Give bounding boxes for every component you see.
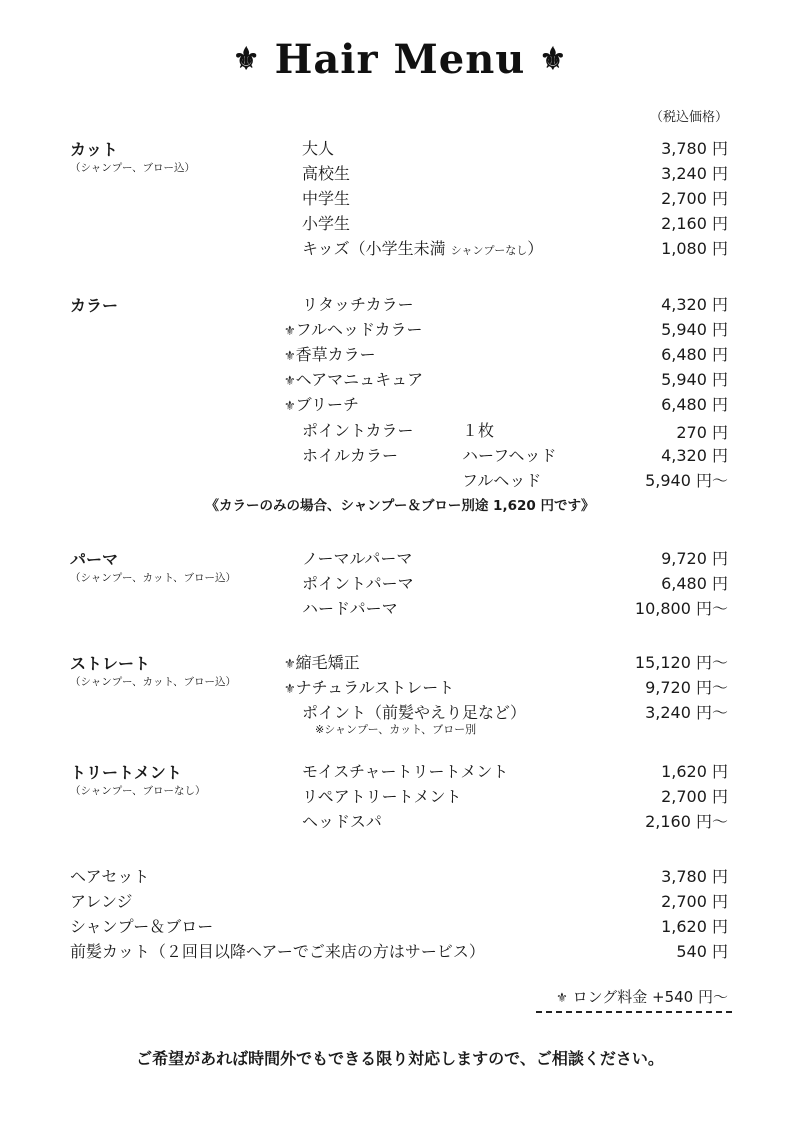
fleur-de-lis-icon: ⚜ xyxy=(284,374,296,389)
menu-item xyxy=(284,367,423,390)
menu-price: 3,780 円 xyxy=(661,867,728,886)
menu-title xyxy=(0,36,800,83)
menu-price: 9,720 円 xyxy=(661,549,728,568)
menu-price: 6,480 円 xyxy=(661,574,728,593)
menu-price: 2,700 円 xyxy=(661,787,728,806)
menu-item-small: シャンプーなし xyxy=(450,244,528,257)
category-treatment: トリートメント xyxy=(70,763,182,782)
dashed-divider xyxy=(536,1011,732,1013)
menu-price: 1,620 円 xyxy=(661,762,728,781)
menu-item-label: ヘアマニュキュア xyxy=(295,370,424,389)
menu-price: 5,940 円 xyxy=(661,320,728,339)
menu-item: ノーマルパーマ xyxy=(302,549,413,568)
category-cut-sub: （シャンプー、ブロー込） xyxy=(70,162,196,174)
menu-item xyxy=(284,392,359,415)
menu-price: 2,160 円～ xyxy=(645,812,728,831)
menu-item: アレンジ xyxy=(70,892,133,911)
menu-item xyxy=(284,675,454,698)
menu-price: 3,780 円 xyxy=(661,139,728,158)
straight-note: ※シャンプー、カット、ブロー別 xyxy=(315,723,477,736)
menu-item: ヘッドスパ xyxy=(302,812,382,831)
menu-item: 中学生 xyxy=(302,189,351,208)
long-fee xyxy=(556,986,728,1007)
menu-item: ポイントカラー xyxy=(302,421,414,440)
menu-item: リペアトリートメント xyxy=(302,787,462,806)
menu-item xyxy=(284,650,360,673)
color-note: 《カラーのみの場合、シャンプー＆ブロー別途 1,620 円です》 xyxy=(205,498,595,514)
menu-item: ホイルカラー xyxy=(302,446,399,465)
menu-price: 270 円 xyxy=(676,423,728,442)
menu-item: シャンプー＆ブロー xyxy=(70,917,214,936)
menu-price: 3,240 円～ xyxy=(645,703,728,722)
menu-price: 10,800 円～ xyxy=(634,599,728,618)
fleur-de-lis-icon: ⚜ xyxy=(284,657,296,672)
menu-item-tail: ） xyxy=(527,239,544,258)
fleur-de-lis-icon: ⚜ xyxy=(284,682,296,697)
menu-item: ポイント（前髪やえり足など） xyxy=(302,703,527,722)
menu-item xyxy=(284,342,376,365)
footer-message: ご希望があれば時間外でもできる限り対応しますので、ご相談ください。 xyxy=(136,1049,664,1068)
category-perm: パーマ xyxy=(70,550,119,569)
menu-price: 5,940 円～ xyxy=(645,471,728,490)
menu-price: 4,320 円 xyxy=(661,446,728,465)
menu-item xyxy=(284,317,423,340)
menu-item: 高校生 xyxy=(302,164,351,183)
menu-item-label: 縮毛矯正 xyxy=(295,653,360,672)
menu-item: 前髪カット（２回目以降ヘアーでご来店の方はサービス） xyxy=(70,942,485,961)
menu-price: 6,480 円 xyxy=(661,345,728,364)
menu-item: 大人 xyxy=(302,139,335,158)
category-straight: ストレート xyxy=(70,654,151,673)
tax-note: （税込価格） xyxy=(649,110,728,125)
menu-item-label: 香草カラー xyxy=(295,345,376,364)
menu-price: 1,080 円 xyxy=(661,239,728,258)
long-fee-text: ロング料金 +540 円～ xyxy=(572,988,728,1006)
menu-item xyxy=(302,236,543,259)
category-color: カラー xyxy=(70,296,119,315)
fleur-de-lis-icon: ⚜ xyxy=(232,42,261,77)
menu-price: 2,700 円 xyxy=(661,189,728,208)
menu-price: 6,480 円 xyxy=(661,395,728,414)
menu-price: 2,700 円 xyxy=(661,892,728,911)
menu-item: 小学生 xyxy=(302,214,351,233)
menu-item-label: キッズ（小学生未満 xyxy=(302,239,446,258)
menu-price: 3,240 円 xyxy=(661,164,728,183)
menu-item: リタッチカラー xyxy=(302,295,414,314)
menu-price: 9,720 円～ xyxy=(645,678,728,697)
menu-price: 540 円 xyxy=(676,942,728,961)
fleur-de-lis-icon: ⚜ xyxy=(284,349,296,364)
menu-item: ヘアセット xyxy=(70,867,150,886)
menu-item-label: ブリーチ xyxy=(295,395,360,414)
fleur-de-lis-icon: ⚜ xyxy=(556,991,568,1006)
menu-item: ポイントパーマ xyxy=(302,574,414,593)
menu-item-detail: ハーフヘッド xyxy=(462,446,557,465)
menu-price: 2,160 円 xyxy=(661,214,728,233)
fleur-de-lis-icon: ⚜ xyxy=(539,42,568,77)
menu-item-label: フルヘッドカラー xyxy=(295,320,423,339)
menu-title-text: Hair Menu xyxy=(274,36,526,83)
category-perm-sub: （シャンプー、カット、ブロー込） xyxy=(70,572,237,584)
menu-item-detail: １枚 xyxy=(462,421,495,440)
menu-item-detail: フルヘッド xyxy=(462,471,542,490)
menu-item: モイスチャートリートメント xyxy=(302,762,509,781)
menu-item-label: ナチュラルストレート xyxy=(295,678,455,697)
menu-price: 1,620 円 xyxy=(661,917,728,936)
menu-price: 5,940 円 xyxy=(661,370,728,389)
menu-price: 4,320 円 xyxy=(661,295,728,314)
fleur-de-lis-icon: ⚜ xyxy=(284,399,296,414)
fleur-de-lis-icon: ⚜ xyxy=(284,324,296,339)
category-treatment-sub: （シャンプー、ブローなし） xyxy=(70,785,206,797)
menu-price: 15,120 円～ xyxy=(634,653,728,672)
category-cut: カット xyxy=(70,140,118,159)
menu-item: ハードパーマ xyxy=(302,599,398,618)
category-straight-sub: （シャンプー、カット、ブロー込） xyxy=(70,676,237,688)
